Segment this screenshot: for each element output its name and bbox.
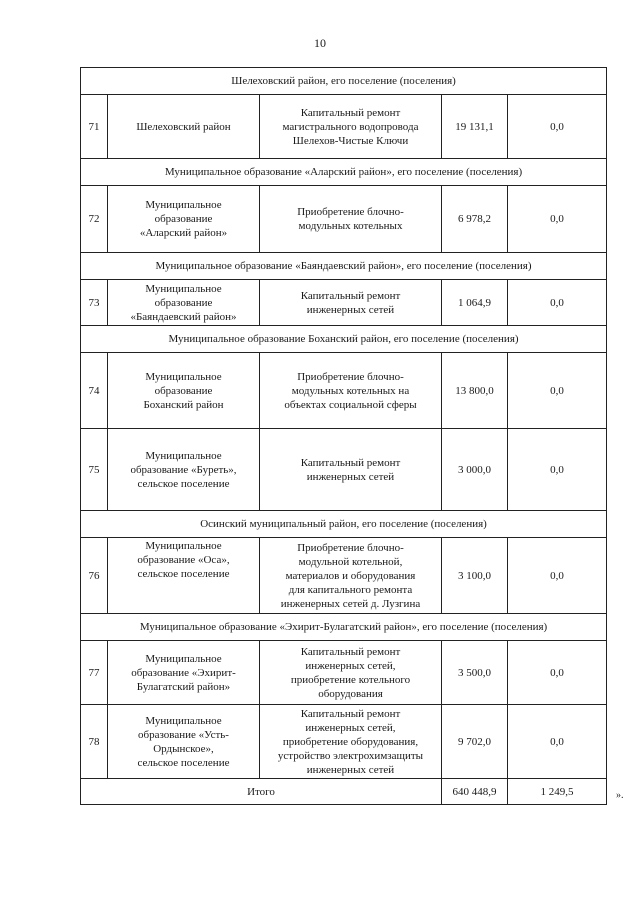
total-amount: 640 448,9 bbox=[442, 779, 508, 805]
cell-line: модульной котельной, bbox=[298, 555, 403, 568]
amount-cell: 3 500,0 bbox=[442, 641, 508, 705]
row-number: 72 bbox=[81, 186, 108, 253]
cell-line: Шелеховский район bbox=[136, 120, 231, 133]
section-header-row bbox=[81, 326, 607, 353]
cell-line: Капитальный ремонт bbox=[300, 456, 401, 469]
table-row bbox=[81, 95, 607, 159]
amount-cell: 1 064,9 bbox=[442, 280, 508, 326]
second-amount-cell: 0,0 bbox=[508, 705, 607, 779]
section-title: Осинский муниципальный район, его поселение (поселения) bbox=[81, 511, 607, 538]
cell-line: Муниципальное bbox=[145, 449, 222, 462]
section-title: Муниципальное образование «Баяндаевский район», его поселение (поселения) bbox=[81, 253, 607, 280]
second-amount-cell: 0,0 bbox=[508, 429, 607, 511]
cell-line: Булагатский район» bbox=[136, 680, 231, 693]
second-amount-cell: 0,0 bbox=[508, 353, 607, 429]
municipality-cell bbox=[108, 353, 260, 429]
municipality-cell bbox=[108, 641, 260, 705]
work-description-cell bbox=[260, 280, 442, 326]
total-second-amount: 1 249,5 bbox=[508, 779, 607, 805]
cell-line: Муниципальное bbox=[145, 370, 222, 383]
cell-line: модульных котельных bbox=[298, 220, 403, 232]
row-number: 75 bbox=[81, 429, 108, 511]
table-row bbox=[81, 641, 607, 705]
total-row bbox=[81, 779, 607, 805]
cell-line: Муниципальное bbox=[145, 199, 222, 211]
amount-cell: 9 702,0 bbox=[442, 705, 508, 779]
cell-line: Приобретение блочно- bbox=[297, 370, 404, 383]
row-number: 78 bbox=[81, 705, 108, 779]
table-row bbox=[81, 186, 607, 253]
second-amount-cell: 0,0 bbox=[508, 186, 607, 253]
cell-line: приобретение оборудования, bbox=[282, 735, 419, 748]
cell-line: Капитальный ремонт bbox=[300, 707, 401, 720]
row-number: 73 bbox=[81, 280, 108, 326]
work-description-cell bbox=[260, 429, 442, 511]
cell-line: «Аларский район» bbox=[139, 227, 228, 239]
cell-line: Капитальный ремонт bbox=[300, 289, 401, 302]
section-header-row bbox=[81, 68, 607, 95]
cell-line: образование bbox=[154, 384, 213, 397]
section-title: Шелеховский район, его поселение (поселения) bbox=[81, 68, 607, 95]
cell-line: модульных котельных на bbox=[291, 384, 410, 397]
cell-line: инженерных сетей д. Лузгина bbox=[280, 597, 421, 610]
second-amount-cell: 0,0 bbox=[508, 641, 607, 705]
second-amount-cell: 0,0 bbox=[508, 280, 607, 326]
table-body bbox=[81, 68, 607, 805]
cell-line: Шелехов-Чистые Ключи bbox=[292, 134, 409, 147]
work-description-cell bbox=[260, 353, 442, 429]
section-header-row bbox=[81, 511, 607, 538]
municipality-cell bbox=[108, 95, 260, 159]
cell-line: образование «Эхирит- bbox=[131, 666, 236, 679]
cell-line: устройство электрохимзащиты bbox=[277, 749, 424, 762]
cell-line: Капитальный ремонт bbox=[300, 106, 401, 119]
cell-line: Муниципальное bbox=[145, 282, 222, 295]
cell-line: образование «Усть- bbox=[138, 728, 229, 741]
cell-line: Ордынское», bbox=[153, 742, 214, 755]
section-header-row bbox=[81, 253, 607, 280]
cell-line: Муниципальное bbox=[145, 540, 222, 552]
work-description-cell bbox=[260, 95, 442, 159]
table-row bbox=[81, 353, 607, 429]
table-row bbox=[81, 280, 607, 326]
cell-line: сельское поселение bbox=[137, 756, 230, 769]
cell-line: инженерных сетей bbox=[306, 470, 395, 483]
amount-cell: 19 131,1 bbox=[442, 95, 508, 159]
work-description-cell bbox=[260, 641, 442, 705]
cell-line: образование «Оса», bbox=[137, 554, 230, 566]
cell-line: образование «Буреть», bbox=[130, 463, 237, 476]
cell-line: «Баяндаевский район» bbox=[130, 310, 237, 323]
cell-line: инженерных сетей bbox=[306, 763, 395, 776]
cell-line: Боханский район bbox=[143, 398, 224, 411]
table-row bbox=[81, 705, 607, 779]
cell-line: Приобретение блочно- bbox=[297, 206, 404, 218]
section-title: Муниципальное образование «Аларский район», его поселение (поселения) bbox=[81, 159, 607, 186]
cell-line: инженерных сетей, bbox=[305, 721, 396, 734]
amount-cell: 3 000,0 bbox=[442, 429, 508, 511]
section-title: Муниципальное образование «Эхирит-Булагатский район», его поселение (поселения) bbox=[81, 614, 607, 641]
funding-table bbox=[80, 67, 607, 805]
municipality-cell bbox=[108, 705, 260, 779]
section-header-row bbox=[81, 614, 607, 641]
table-row bbox=[81, 538, 607, 614]
cell-line: образование bbox=[154, 213, 213, 225]
cell-line: инженерных сетей, bbox=[305, 659, 396, 672]
municipality-cell bbox=[108, 280, 260, 326]
cell-line: для капитального ремонта bbox=[288, 583, 413, 596]
section-title: Муниципальное образование Боханский район, его поселение (поселения) bbox=[81, 326, 607, 353]
row-number: 71 bbox=[81, 95, 108, 159]
cell-line: Муниципальное bbox=[145, 652, 222, 665]
second-amount-cell: 0,0 bbox=[508, 95, 607, 159]
row-number: 76 bbox=[81, 538, 108, 614]
second-amount-cell: 0,0 bbox=[508, 538, 607, 614]
total-label: Итого bbox=[81, 779, 442, 805]
cell-line: Приобретение блочно- bbox=[297, 541, 404, 554]
work-description-cell bbox=[260, 538, 442, 614]
page-number: 10 bbox=[314, 36, 326, 50]
municipality-cell bbox=[108, 186, 260, 253]
municipality-cell bbox=[108, 538, 260, 614]
amount-cell: 3 100,0 bbox=[442, 538, 508, 614]
amount-cell: 13 800,0 bbox=[442, 353, 508, 429]
cell-line: Муниципальное bbox=[145, 714, 222, 727]
cell-line: магистрального водопровода bbox=[282, 120, 419, 133]
cell-line: приобретение котельного bbox=[290, 673, 411, 686]
row-number: 77 bbox=[81, 641, 108, 705]
work-description-cell bbox=[260, 186, 442, 253]
amount-cell: 6 978,2 bbox=[442, 186, 508, 253]
cell-line: материалов и оборудования bbox=[285, 569, 416, 582]
row-number: 74 bbox=[81, 353, 108, 429]
cell-line: оборудования bbox=[318, 687, 383, 700]
closing-quote-mark: ». bbox=[616, 790, 624, 801]
cell-line: образование bbox=[154, 296, 213, 309]
section-header-row bbox=[81, 159, 607, 186]
cell-line: сельское поселение bbox=[137, 568, 230, 580]
work-description-cell bbox=[260, 705, 442, 779]
table-row bbox=[81, 429, 607, 511]
cell-line: инженерных сетей bbox=[306, 303, 395, 316]
cell-line: объектах социальной сферы bbox=[284, 398, 417, 411]
cell-line: Капитальный ремонт bbox=[300, 645, 401, 658]
cell-line: сельское поселение bbox=[137, 477, 230, 490]
municipality-cell bbox=[108, 429, 260, 511]
